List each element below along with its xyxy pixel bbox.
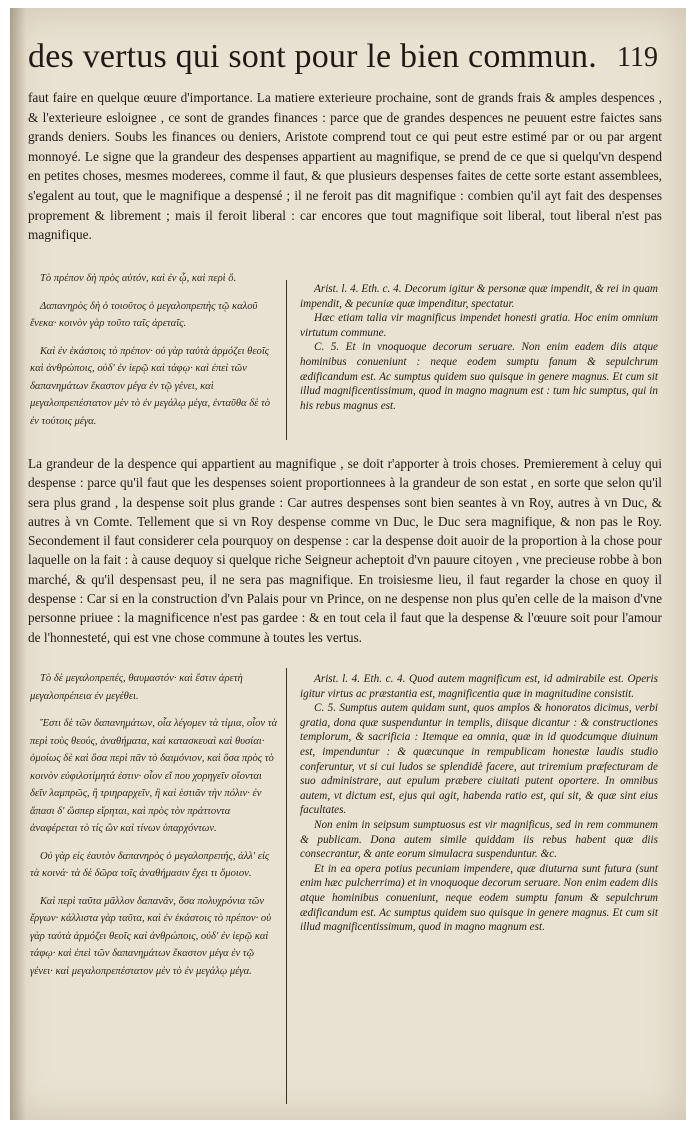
running-title: des vertus qui sont pour le bien commun. — [28, 38, 597, 75]
latin-passage: Hæc etiam talia vir magnificus impendet honesti gratia. Hoc enim omnium virtutum commune. — [300, 312, 658, 339]
greek-quote: Καὶ ἐν ἑκάστοις τὸ πρέπον· οὐ γὰρ ταὐτὰ ἁρμόζει θεοῖς καὶ ἀνθρώποις, οὐδ' ἐν ἱερῷ καὶ τάφῳ· καὶ ἐπεὶ τῶν δαπανημάτων ἕκαστον μέγα ἐν τῷ γένει, καὶ μεγαλοπρεπέστατον μὲν τὸ ἐν μεγάλῳ μέγα, ἐνταῦθα δὲ τὸ ἐν τούτοις μέγα. — [30, 345, 271, 427]
page-gutter-shadow — [10, 8, 26, 1120]
greek-quotations-2 — [30, 670, 278, 990]
latin-passage: C. 5. Et in vnoquoque decorum seruare. Non enim eadem diis atque hominibus conueniunt : neque eodem sumptu fanum & sepulchrum ædificandum est. Ac sumptus quidem suo quisque in genere magnus. Et cum sit illud magnificentissimum, quod in magno magnum est : tum hic sumptus, qui in his rebus magnus est. — [300, 341, 658, 412]
latin-passage: Arist. l. 4. Eth. c. 4. Quod autem magnificum est, id admirabile est. Operis igitur virtus ac præstantia est, magnificentia quæ in magnitudine consistit. — [300, 673, 658, 700]
latin-translation-1 — [300, 282, 658, 413]
latin-passage: Non enim in seipsum sumptuosus est vir magnificus, sed in rem communem & publicam. Dona autem simile quiddam iis rebus habent quæ diis consecrantur, & ante eorum simulacra suspenduntur. &c. — [300, 818, 658, 861]
greek-quote: Οὐ γὰρ εἰς ἑαυτὸν δαπανηρὸς ὁ μεγαλοπρεπής, ἀλλ' εἰς τὰ κοινά· τὰ δὲ δῶρα τοῖς ἀναθήμασιν ἔχει τι ὅμοιον. — [30, 850, 270, 879]
greek-quote: Καὶ περὶ ταῦτα μᾶλλον δαπανᾶν, ὅσα πολυχρόνια τῶν ἔργων· κάλλιστα γὰρ ταῦτα, καὶ ἐν ἑκάστοις τὸ πρέπον· οὐ γὰρ ταὐτὰ ἁρμόζει θεοῖς καὶ ἀνθρώποις, οὐδ' ἐν ἱερῷ καὶ τάφῳ· καὶ ἐπεὶ τῶν δαπανημάτων ἕκαστον μέγα ἐν τῷ γένει· καὶ μεγαλοπρεπέστατον μὲν τὸ ἐν μεγάλῳ μέγα. — [30, 895, 272, 977]
greek-quote: Ἔστι δὲ τῶν δαπανημάτων, οἷα λέγομεν τὰ τίμια, οἷον τὰ περὶ τοὺς θεούς, ἀναθήματα, καὶ κατασκευαὶ καὶ θυσίαι· ὁμοίως δὲ καὶ ὅσα περὶ πᾶν τὸ δαιμόνιον, καὶ ὅσα πρὸς τὸ κοινὸν εὐφιλοτίμητά ἐστιν· οἷον εἴ που χορηγεῖν οἴονται δεῖν λαμπρῶς, ἢ τριηραρχεῖν, ἢ καὶ ἑστιᾶν τὴν πόλιν· ἐν ἅπασι δ' ὥσπερ εἴρηται, καὶ πρὸς τὸν πράττοντα ἀναφέρεται τὸ τίς ὢν καὶ τίνων ὑπαρχόντων. — [30, 718, 278, 834]
page-number: 119 — [617, 42, 658, 73]
greek-quotations-1 — [30, 270, 278, 440]
column-divider — [286, 280, 287, 440]
column-divider — [286, 668, 287, 1104]
greek-quote: Δαπανηρὸς δὴ ὁ τοιοῦτος ὁ μεγαλοπρεπὴς τῷ καλοῦ ἕνεκα· κοινὸν γὰρ τοῦτο ταῖς ἀρεταῖς. — [30, 300, 258, 329]
page-header — [28, 38, 668, 84]
body-paragraph-1: faut faire en quelque œuure d'importance. La matiere exterieure prochaine, sont de grands frais & amples despences , & l'exterieure esloignee , ce sont de grandes finances : parce que de grandes despences ne peuuent estre faictes sans grands deniers. Soubs les finances ou deniers, Aristote comprend tout ce qui peut estre estimé par or ou par argent monnoyé. Le signe que la grandeur des despenses appartient au magnifique, se prend de ce que si quelqu'vn despend en petites choses, mesmes moderees, comme il faut, & que plusieurs despenses faites de cette sorte estant assemblees, s'egalent au tout, que le magnifique a despensé ; il ne feroit pas dit magnifique : combien qu'il ayt fait des despenses proprement & librement ; mais il feroit liberal : car encores que tout magnifique soit liberal, tout liberal n'est pas magnifique. — [28, 90, 662, 243]
book-page — [10, 8, 686, 1120]
latin-passage: C. 5. Sumptus autem quidam sunt, quos amplos & honoratos dicimus, verbi gratia, dona quæ suspenduntur in templis, diisque dicantur : & constructiones templorum, & sacrificia : Itemque ea omnia, quæ in id quodcumque diuinum est, impenduntur : & quæcunque in rempublicam honestæ laudis studio conferuntur, vt si cui ludos se splendidè facere, aut triremium præfecturam de suo administrare, aut epulum præbere ciuitati putent oportere. In omnibus autem, vt dictum est, ejus qui agit, habenda ratio est, qui sit, & quæ sint eius facultates. — [300, 702, 658, 817]
greek-quote: Τὸ δὲ μεγαλοπρεπές, θαυμαστόν· καὶ ἔστιν ἀρετὴ μεγαλοπρέπεια ἐν μεγέθει. — [30, 673, 243, 702]
latin-translation-2 — [300, 672, 658, 935]
latin-passage: Et in ea opera potius pecuniam impendere, quæ diuturna sunt futura (sunt enim hæc pulcherrima) et in vnoquoque decorum seruare. Non enim eadem diis atque hominibus conueniunt, neque eodem sumptu fanum & sepulchrum ædificandum est. Ac sumptus quidem suo quisque in genere magnus. Et cum sit illud magnificentissimum, quod in magno magnum est. — [300, 862, 658, 934]
greek-quote: Τὸ πρέπον δὴ πρὸς αὐτόν, καὶ ἐν ᾧ, καὶ περὶ ὅ. — [40, 273, 237, 284]
body-paragraph-2: La grandeur de la despence qui appartient au magnifique , se doit r'apporter à trois choses. Premierement à celuy qui despense : parce qu'il faut que les despenses soient proportionnees à la grandeur de son estat , en sorte que selon qu'il sera plus grand , la despense soit plus grande : Car autres despenses sont bien seantes à vn Roy, autres à vn Duc, & autres à vn Comte. Tellement que si vn Roy despense comme vn Duc, le Duc sera magnifique, & non pas le Roy. Secondement il faut considerer cela pourquoy on despense : car la despense doit auoir de la proportion à la chose pour laquelle on la fait : à cause dequoy si quelque riche Seigneur acheptoit d'vn pauure citoyen , vne precieuse robbe à bon marché, & qu'il despensast peu, il ne sera pas magnifique. En troisiesme lieu, il faut regarder la chose en quoy il despense : Car si en la construction d'vn Palais pour vn Prince, on ne despense non plus qu'en celle de la maison d'vne personne priuee : la magnificence n'est pas gardee : & en tout cela il faut que la despense & l'œuure soit pour l'amour de l'honnesteté, qui est vne chose commune à toutes les vertus. — [28, 456, 662, 645]
latin-passage: Arist. l. 4. Eth. c. 4. Decorum igitur & personæ quæ impendit, & rei in quam impendit, & pecuniæ quæ impenditur, spectatur. — [300, 283, 658, 310]
